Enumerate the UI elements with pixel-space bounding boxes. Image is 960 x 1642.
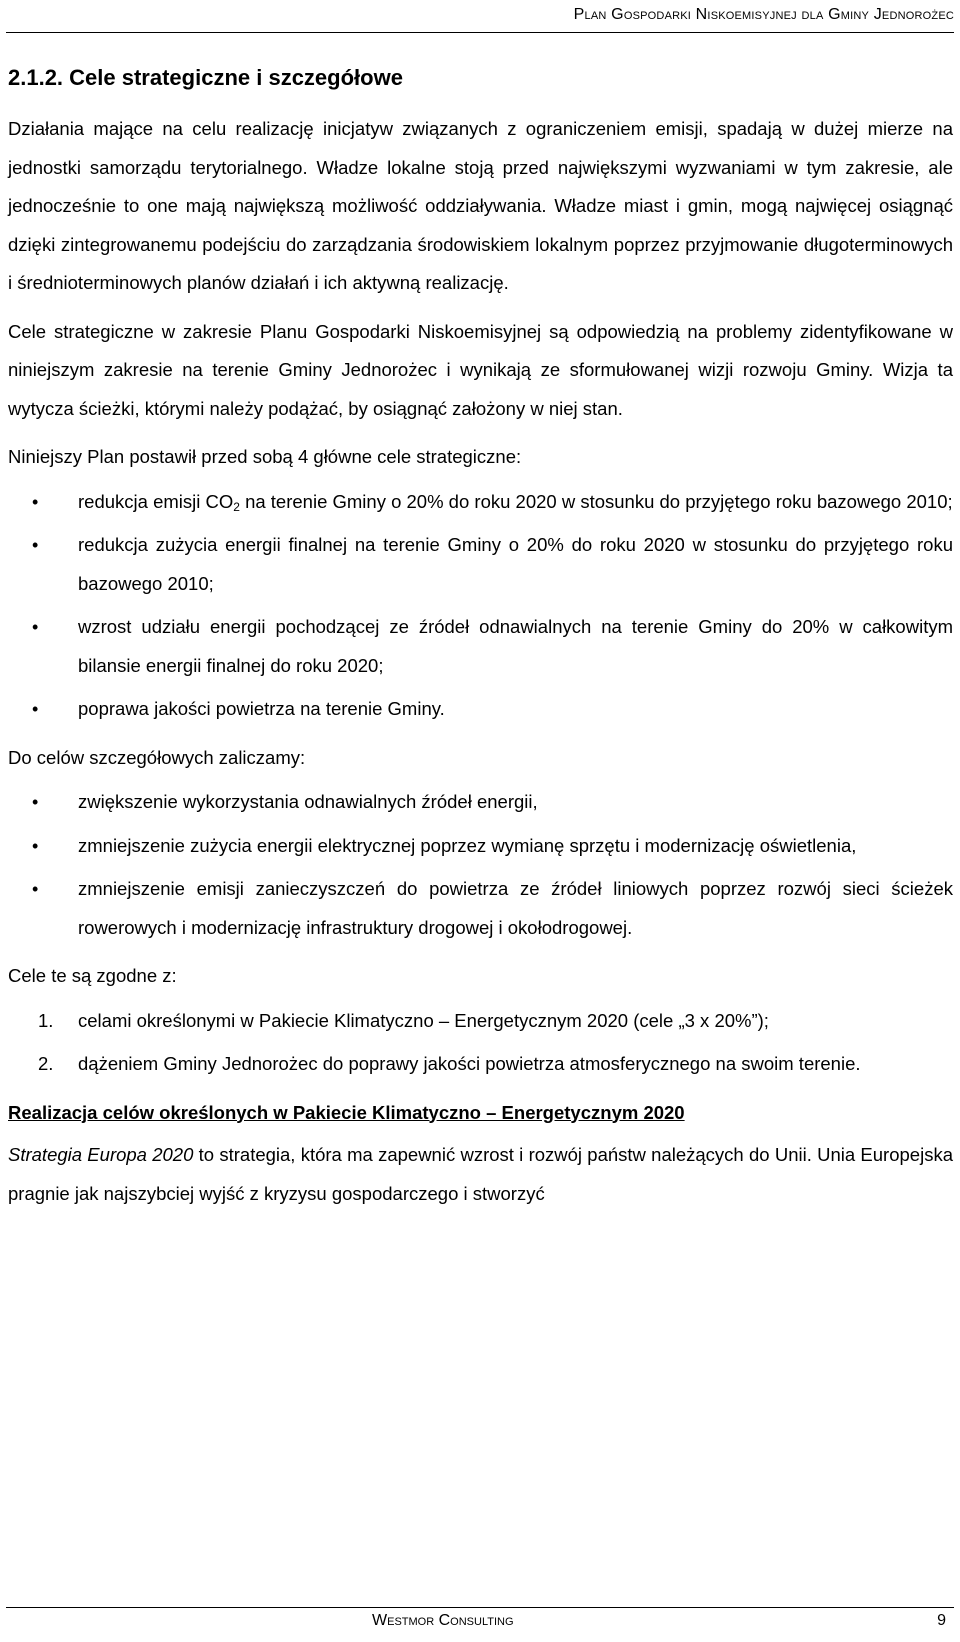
footer-brand: Westmor Consulting xyxy=(372,1612,514,1629)
list-item xyxy=(8,1045,953,1084)
list-item: • zwiększenie wykorzystania odnawialnych źródeł energii, xyxy=(8,783,953,822)
detailed-goals-intro: Do celów szczegółowych zaliczamy: xyxy=(8,746,306,768)
subsection-paragraph xyxy=(8,1136,953,1213)
list-number: 1. xyxy=(38,1009,54,1031)
list-number: 2. xyxy=(38,1053,54,1074)
strategy-title: Strategia Europa 2020 xyxy=(8,1144,194,1165)
list-item: • wzrost udziału energii pochodzącej ze źródeł odnawialnych na terenie Gminy do 20% w całkowitym bilansie energii finalnej do roku 2020; xyxy=(8,608,953,685)
list-item-text: celami określonymi w Pakiecie Klimatyczno – Energetycznym 2020 (cele „3 x 20%”); xyxy=(78,1009,769,1031)
page-content xyxy=(8,60,953,1223)
header-divider xyxy=(6,32,954,33)
consistency-list xyxy=(8,1002,953,1084)
goal-1-text-start: redukcja emisji CO xyxy=(78,490,234,512)
subsection-paragraph-text: to strategia, która ma zapewnić wzrost i rozwój państw należących do Unii. Unia Europejska pragnie jak najszybciej wyjść z kryzysu gospodarczego i stworzyć xyxy=(8,1144,953,1204)
subsection-heading: Realizacja celów określonych w Pakiecie Klimatyczno – Energetycznym 2020 xyxy=(8,1101,685,1123)
goal-1-subscript: 2 xyxy=(233,499,240,514)
list-item: • redukcja zużycia energii finalnej na terenie Gminy o 20% do roku 2020 w stosunku do przyjętego roku bazowego 2010; xyxy=(8,526,953,603)
intro-paragraph-2: Cele strategiczne w zakresie Planu Gospodarki Niskoemisyjnej są odpowiedzią na problemy zidentyfikowane w niniejszym zakresie na terenie Gminy Jednorożec i wynikają ze sformułowanej wizji rozwoju Gminy. Wizja ta wytycza ścieżki, którymi należy podążać, by osiągnąć założony w niej stan. xyxy=(8,320,953,419)
list-item xyxy=(8,1002,953,1041)
goal-1-text-end: na terenie Gminy o 20% do roku 2020 w stosunku do przyjętego roku bazowego 2010; xyxy=(239,490,953,512)
footer-divider xyxy=(6,1607,954,1608)
consistency-intro: Cele te są zgodne z: xyxy=(8,965,177,986)
list-item xyxy=(8,483,953,522)
list-item: • zmniejszenie emisji zanieczyszczeń do powietrza ze źródeł liniowych poprzez rozwój sieci ścieżek rowerowych i modernizację infrastruktury drogowej i okołodrogowej. xyxy=(8,870,953,947)
section-heading: 2.1.2. Cele strategiczne i szczegółowe xyxy=(8,65,403,90)
strategic-goals-intro: Niniejszy Plan postawił przed sobą 4 główne cele strategiczne: xyxy=(8,446,522,467)
list-item: • zmniejszenie zużycia energii elektrycznej poprzez wymianę sprzętu i modernizację oświetlenia, xyxy=(8,827,953,866)
running-header: Plan Gospodarki Niskoemisyjnej dla Gminy Jednorożec xyxy=(573,6,954,23)
list-item: • poprawa jakości powietrza na terenie Gminy. xyxy=(8,690,953,729)
detailed-goals-list xyxy=(8,783,953,947)
list-item-text: dążeniem Gminy Jednorożec do poprawy jakości powietrza atmosferycznego na swoim terenie. xyxy=(78,1053,861,1074)
intro-paragraph-1: Działania mające na celu realizację inicjatyw związanych z ograniczeniem emisji, spadają w dużej mierze na jednostki samorządu terytorialnego. Władze lokalne stoją przed największymi wyzwaniami w tym zakresie, ale jednocześnie to one mają największą możliwość oddziaływania. Władze miast i gmin, mogą najwięcej osiągnąć dzięki zintegrowanemu podejściu do zarządzania środowiskiem lokalnym poprzez przyjmowanie długoterminowych i średnioterminowych planów działań i ich aktywną realizację. xyxy=(8,118,953,293)
page-number: 9 xyxy=(937,1612,946,1629)
strategic-goals-list xyxy=(8,483,953,729)
